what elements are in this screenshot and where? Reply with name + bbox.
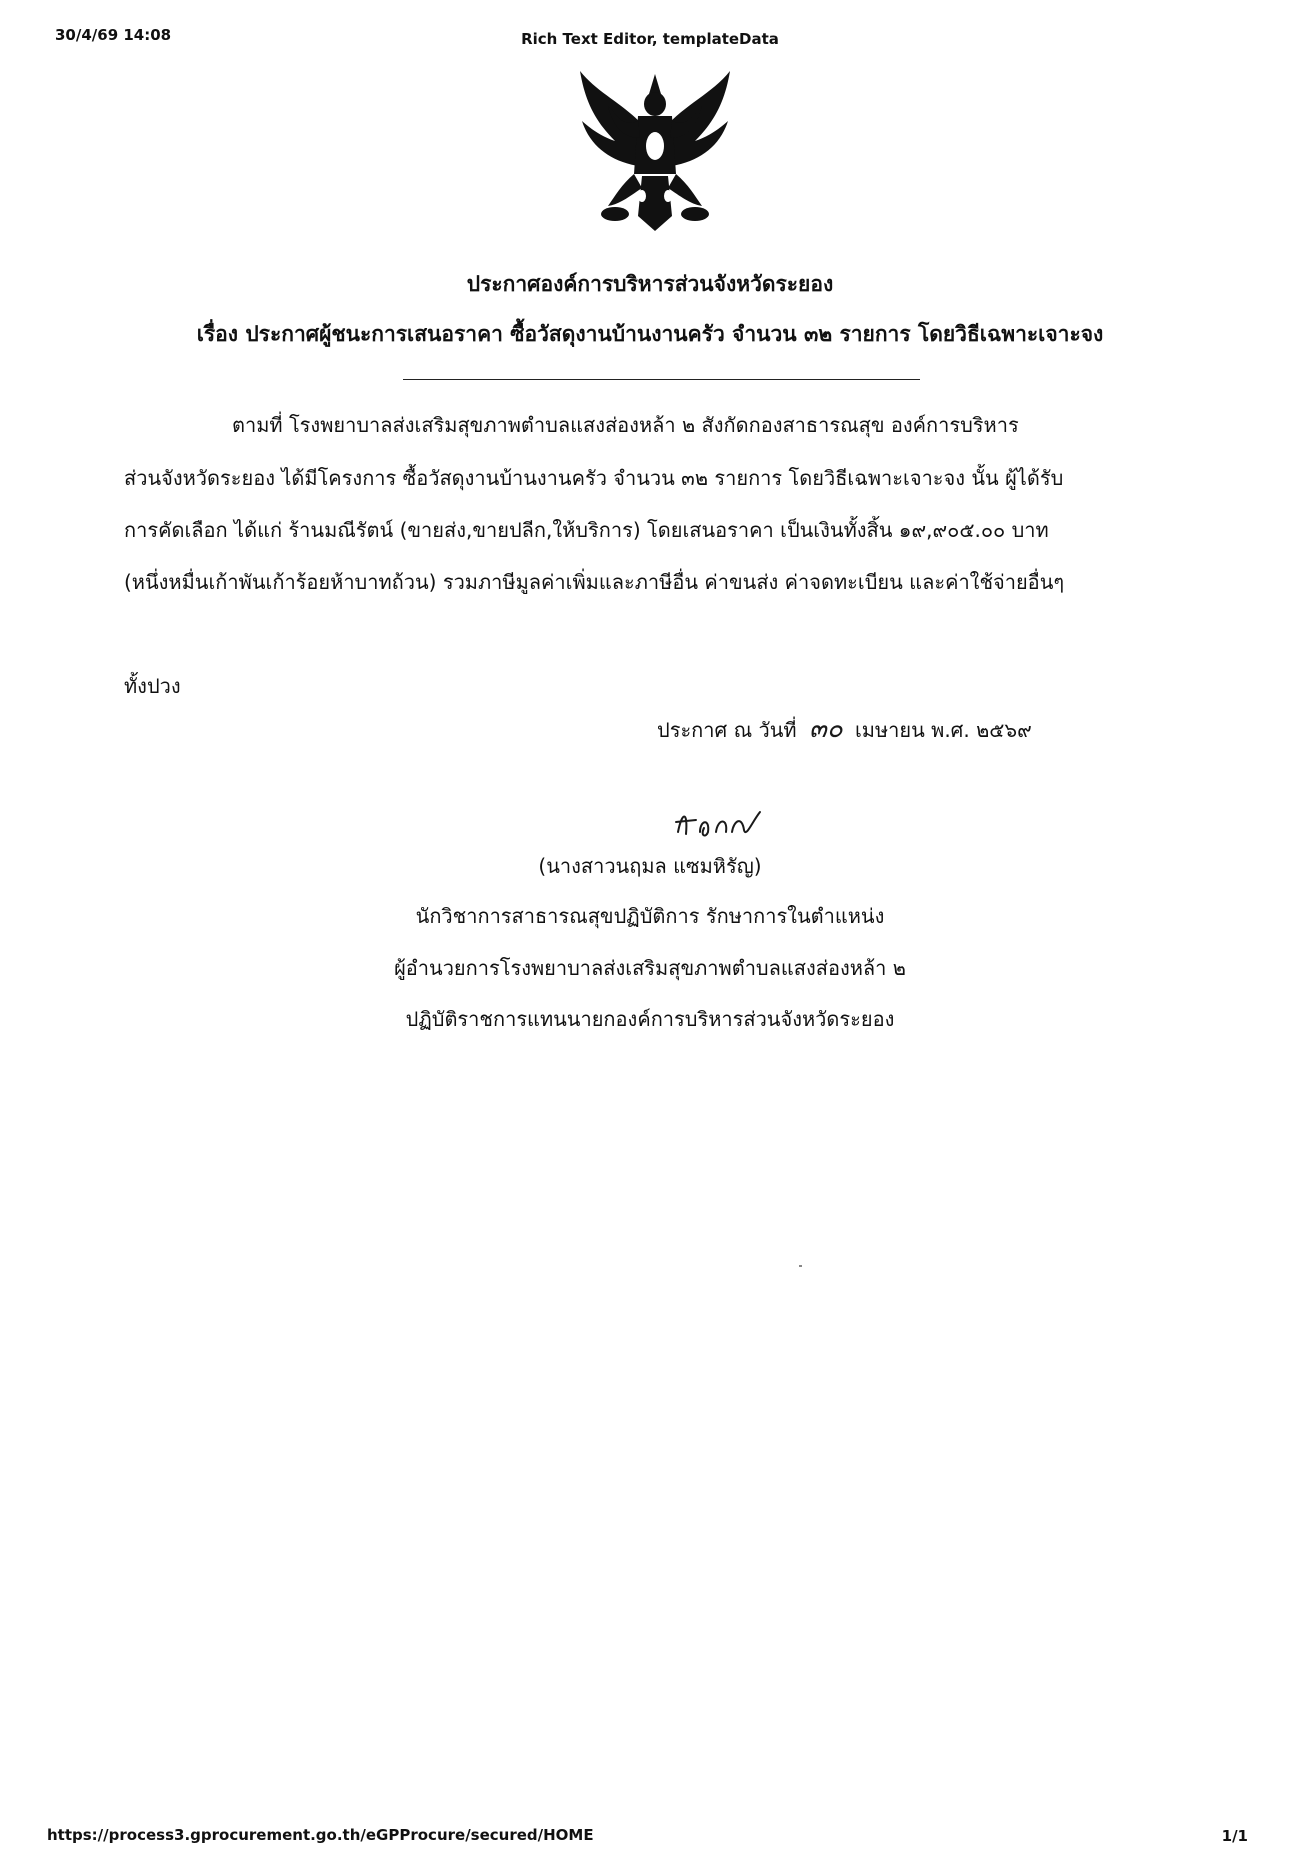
signer-position-2: ผู้อำนวยการโรงพยาบาลส่งเสริมสุขภาพตำบลแสงส่องหล้า ๒	[394, 956, 906, 980]
scan-speck	[799, 1265, 802, 1267]
announce-day-handwritten: ๓๐	[808, 714, 843, 744]
garuda-emblem-icon	[560, 66, 750, 236]
print-header-title: Rich Text Editor, templateData	[521, 30, 779, 48]
title-divider	[403, 379, 920, 380]
body-line-2: ส่วนจังหวัดระยอง ได้มีโครงการ ซื้อวัสดุงานบ้านงานครัว จำนวน ๓๒ รายการ โดยวิธีเฉพาะเจาะจง นั้น ผู้ได้รับ	[124, 466, 1064, 490]
body-line-4: (หนึ่งหมื่นเก้าพันเก้าร้อยห้าบาทถ้วน) รวมภาษีมูลค่าเพิ่มและภาษีอื่น ค่าขนส่ง ค่าจดทะเบียน และค่าใช้จ่ายอื่นๆ	[124, 570, 1065, 594]
signer-name: (นางสาวนฤมล แซมหิรัญ)	[538, 854, 762, 878]
print-datetime: 30/4/69 14:08	[55, 26, 172, 44]
handwritten-signature-icon	[670, 802, 780, 842]
announce-date	[657, 708, 1032, 749]
document-title: ประกาศองค์การบริหารส่วนจังหวัดระยอง	[466, 272, 834, 296]
print-footer-url: https://process3.gprocurement.go.th/eGPProcure/secured/HOME	[47, 1826, 594, 1844]
body-line-3: การคัดเลือก ได้แก่ ร้านมณีรัตน์ (ขายส่ง,ขายปลีก,ให้บริการ) โดยเสนอราคา เป็นเงินทั้งสิ้น ๑๙,๙๐๕.๐๐ บาท	[124, 518, 1049, 542]
document-subject: เรื่อง ประกาศผู้ชนะการเสนอราคา ซื้อวัสดุงานบ้านงานครัว จำนวน ๓๒ รายการ โดยวิธีเฉพาะเจาะจง	[196, 322, 1104, 346]
body-line-1: ตามที่ โรงพยาบาลส่งเสริมสุขภาพตำบลแสงส่องหล้า ๒ สังกัดกองสาธารณสุข องค์การบริหาร	[232, 413, 1019, 437]
print-page-number: 1/1	[1221, 1827, 1248, 1845]
announce-prefix: ประกาศ ณ วันที่	[657, 718, 797, 742]
body-line-5: ทั้งปวง	[124, 674, 181, 698]
signer-position-1: นักวิชาการสาธารณสุขปฏิบัติการ รักษาการในตำแหน่ง	[415, 904, 885, 928]
announce-suffix: เมษายน พ.ศ. ๒๕๖๙	[854, 718, 1032, 742]
signer-position-3: ปฏิบัติราชการแทนนายกองค์การบริหารส่วนจังหวัดระยอง	[405, 1007, 895, 1031]
